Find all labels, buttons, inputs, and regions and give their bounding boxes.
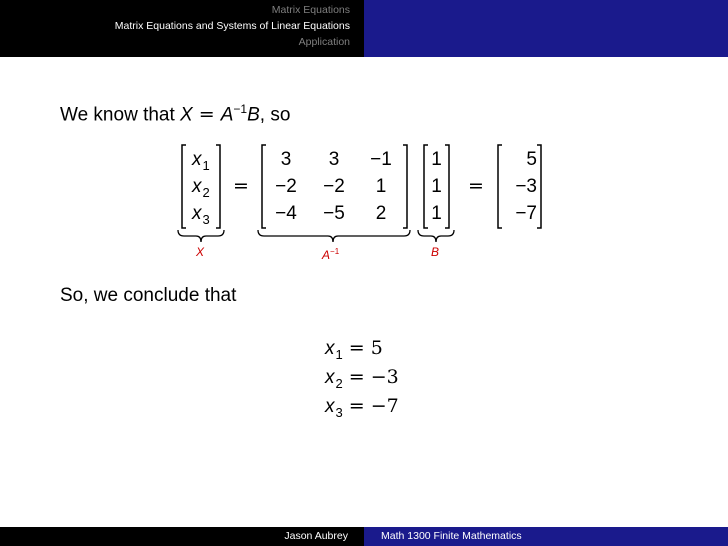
underbrace-B <box>418 230 454 242</box>
intro-suffix: , so <box>259 104 291 126</box>
x-entry-3: $x_3$ <box>192 203 210 227</box>
intro-A: A <box>220 104 234 126</box>
equals-sign-1: = <box>233 175 249 197</box>
result-cell-3: −7 <box>515 203 537 224</box>
x-entry-2: $x_2$ <box>192 176 210 200</box>
b-bracket-right <box>445 145 449 228</box>
a-cell-1-2: 3 <box>328 149 340 170</box>
a-cell-2-1: −2 <box>275 176 297 197</box>
footer-author: Jason Aubrey <box>284 530 348 542</box>
intro-sup: −1 <box>233 102 248 116</box>
b-cell-1: 1 <box>431 149 442 170</box>
a-cell-2-3: 1 <box>375 176 387 197</box>
label-X: X <box>196 245 205 259</box>
x-bracket-left <box>182 145 186 228</box>
footer-left-panel <box>0 527 364 546</box>
result-cell-2: −3 <box>515 176 537 197</box>
b-cell-2: 1 <box>431 176 442 197</box>
a-bracket-left <box>262 145 266 228</box>
a-cell-1-1: 3 <box>280 149 292 170</box>
a-cell-1-3: −1 <box>370 149 392 170</box>
intro-B: B <box>247 104 260 126</box>
solution-2: $x_2 = -3$ <box>325 366 399 391</box>
label-A-inverse: $A^{-1}$ <box>322 247 340 262</box>
equals-sign-2: = <box>468 175 484 197</box>
footer-right-panel <box>364 527 728 546</box>
intro-eq: = <box>192 103 221 126</box>
conclusion-text: So, we conclude that <box>60 285 237 306</box>
underbrace-A <box>258 230 410 242</box>
header-subsection[interactable]: Application <box>298 36 350 48</box>
underbrace-X <box>178 230 224 242</box>
a-cell-2-2: −2 <box>323 176 345 197</box>
header-section[interactable]: Matrix Equations <box>271 4 350 16</box>
solution-3: $x_3 = -7$ <box>325 395 399 420</box>
solution-1: $x_1 = 5$ <box>325 337 383 362</box>
label-B: B <box>431 245 440 259</box>
x-entry-1: $x_1$ <box>192 149 210 173</box>
a-cell-3-3: 2 <box>375 203 387 224</box>
x-bracket-right <box>216 145 220 228</box>
b-cell-3: 1 <box>431 203 442 224</box>
r-bracket-right <box>537 145 541 228</box>
footer-course: Math 1300 Finite Mathematics <box>381 530 522 542</box>
intro-X: X <box>180 104 193 126</box>
a-cell-3-2: −5 <box>323 203 345 224</box>
header-title[interactable]: Matrix Equations and Systems of Linear Equations <box>114 20 350 32</box>
result-cell-1: 5 <box>526 149 537 170</box>
a-cell-3-1: −4 <box>275 203 297 224</box>
intro-prefix: We know that <box>60 104 181 126</box>
a-bracket-right <box>403 145 407 228</box>
